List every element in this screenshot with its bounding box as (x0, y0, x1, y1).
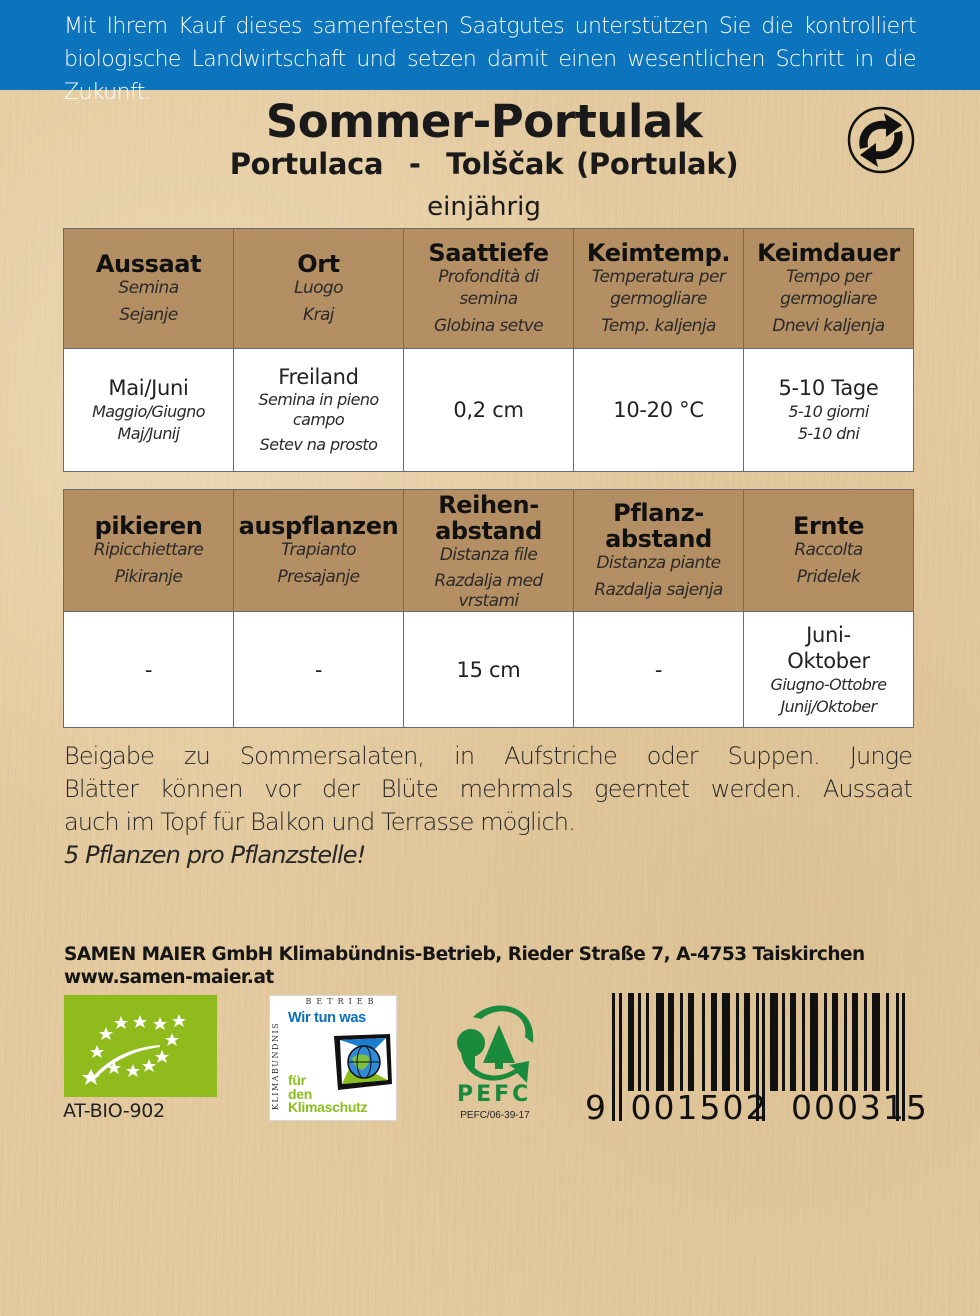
klima-slogan-2: für den Klimaschutz (288, 1072, 368, 1115)
product-subtitle: Portulaca - Tolščak (Portulak) (229, 147, 739, 181)
header-cell-ernte: Ernte Raccolta Pridelek (744, 490, 914, 612)
table-header-row (64, 490, 914, 612)
value-cell-reihenabstand: 15 cm (404, 612, 574, 728)
company-website[interactable]: www.samen-maier.at (64, 967, 274, 988)
company-info (64, 943, 912, 989)
eu-organic-logo (64, 995, 217, 1097)
header-cell-ort: Ort Luogo Kraj (234, 229, 404, 349)
green-dot-recycle-icon (846, 105, 916, 175)
value-cell-auspflanzen: - (234, 612, 404, 728)
eu-organic-leaf-icon (64, 995, 217, 1097)
banner-line-1: Mit Ihrem Kauf dieses samenfesten Saatgutes unterstützen Sie die kontrolliert (64, 14, 916, 39)
banner-line-2: biologische Landwirtschaft und setzen damit einen wesentlichen Schritt in die Zukunft. (64, 47, 916, 105)
klima-slogan-1: Wir tun was (288, 1010, 366, 1026)
value-cell-pflanzabstand: - (574, 612, 744, 728)
value-cell-ernte: Juni- Oktober Giugno-Ottobre Junij/Oktober (744, 612, 914, 728)
value-cell-aussaat: Mai/Juni Maggio/Giugno Maj/Junij (64, 349, 234, 472)
header-cell-pflanzabstand: Pflanz- abstand Distanza piante Razdalja sajenja (574, 490, 744, 612)
value-cell-saattiefe: 0,2 cm (404, 349, 574, 472)
product-title: Sommer-Portulak (265, 95, 703, 148)
header-cell-reihenabstand: Reihen- abstand Distanza file Razdalja med vrstami (404, 490, 574, 612)
header-cell-saattiefe: Saattiefe Profondità di semina Globina setve (404, 229, 574, 349)
klima-vertical-label: KLIMABÜNDNIS (271, 1021, 280, 1111)
barcode-number: 9 001502 000315 (585, 1088, 929, 1127)
header-cell-pikieren: pikieren Ripicchiettare Pikiranje (64, 490, 234, 612)
company-address: SAMEN MAIER GmbH Klimabündnis-Betrieb, Rieder Straße 7, A-4753 Taiskirchen (64, 944, 865, 965)
value-cell-ort: Freiland Semina in pieno campo Setev na prosto (234, 349, 404, 472)
description-line-3: auch im Topf für Balkon und Terrasse möglich. (64, 808, 575, 836)
table-row (64, 349, 914, 472)
value-cell-keimdauer: 5-10 Tage 5-10 giorni 5-10 dni (744, 349, 914, 472)
description-line-2: Blätter können vor der Blüte mehrmals geerntet werden. Aussaat (64, 775, 912, 803)
planting-table (63, 489, 914, 728)
klimabuendnis-logo (269, 995, 397, 1121)
lifecycle-label: einjährig (427, 192, 541, 222)
value-cell-pikieren: - (64, 612, 234, 728)
pefc-trees-icon (445, 995, 545, 1107)
svg-text:PEFC: PEFC (457, 1082, 532, 1107)
sowing-table (63, 228, 914, 472)
product-description (64, 740, 912, 872)
klima-top-label: BETRIEB (305, 997, 379, 1006)
header-cell-aussaat: Aussaat Semina Sejanje (64, 229, 234, 349)
header-cell-keimtemp: Keimtemp. Temperatura per germogliare Temp. kaljenja (574, 229, 744, 349)
table-row (64, 612, 914, 728)
value-cell-keimtemp: 10-20 °C (574, 349, 744, 472)
table-header-row (64, 229, 914, 349)
top-banner (0, 0, 980, 105)
planting-note: 5 Pflanzen pro Pflanzstelle! (64, 841, 366, 869)
organic-control-code: AT-BIO-902 (63, 1100, 165, 1122)
header-cell-keimdauer: Keimdauer Tempo per germogliare Dnevi kaljenja (744, 229, 914, 349)
header-cell-auspflanzen: auspflanzen Trapianto Presajanje (234, 490, 404, 612)
description-line-1: Beigabe zu Sommersalaten, in Aufstriche oder Suppen. Junge (64, 742, 912, 770)
pefc-code: PEFC/06-39-17 (460, 1110, 530, 1121)
